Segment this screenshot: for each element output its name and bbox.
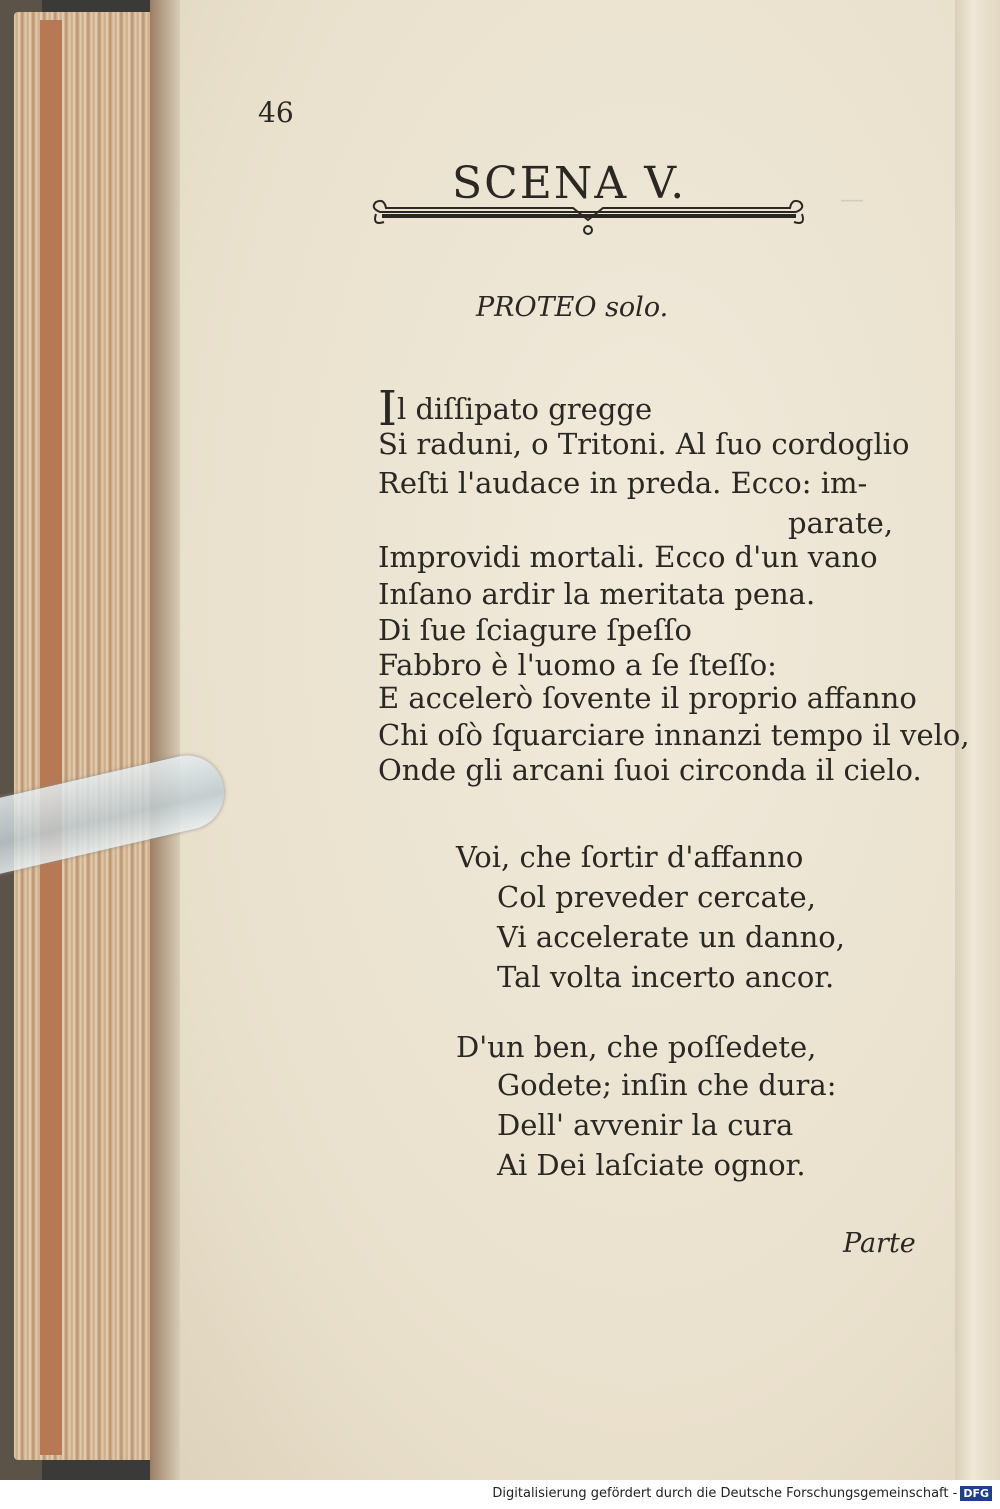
- recitative-line: [788, 506, 893, 540]
- aria-line: Tal volta incerto ancor.: [497, 960, 835, 994]
- recitative-line: [378, 681, 917, 715]
- recitative-line: [378, 466, 867, 500]
- recitative-line: [378, 577, 815, 611]
- book-spine-strip: [40, 20, 62, 1455]
- recitative-line: [378, 718, 970, 752]
- aria-line: Ai Dei laſciate ognor.: [497, 1148, 806, 1182]
- credit-text: Digitalisierung gefördert durch die Deutsche Forschungsgemeinschaft -: [492, 1486, 958, 1501]
- recitative-line-text: Improvidi mortali. Ecco d'un vano: [378, 540, 878, 574]
- aria-line: D'un ben, che poſſedete,: [456, 1030, 817, 1064]
- recitative-line: [378, 427, 910, 461]
- recitative-line-text: Fabbro è l'uomo a ſe ſteſſo:: [378, 648, 777, 682]
- page-stack: [14, 12, 170, 1460]
- aria-line: Col preveder cercate,: [497, 880, 816, 914]
- recitative-line-text: parate,: [788, 506, 894, 540]
- aria-line: Voi, che ſortir d'affanno: [456, 840, 804, 874]
- aria-line: Vi accelerate un danno,: [497, 920, 845, 954]
- recitative-line: [378, 648, 777, 682]
- recitative-line-text: Si raduni, o Tritoni. Al ſuo cordoglio: [378, 427, 910, 461]
- funding-credit: [492, 1486, 992, 1501]
- page-number: 46: [258, 96, 294, 129]
- page-gutter: [150, 0, 180, 1480]
- recitative-line-text: Onde gli arcani ſuoi circonda il cielo.: [378, 753, 922, 787]
- scene-title: SCENA V.: [452, 158, 687, 209]
- recitative-line: [378, 381, 653, 437]
- recitative-line: [378, 753, 922, 787]
- recitative-line: [378, 613, 692, 647]
- drop-cap: I: [378, 381, 397, 437]
- recitative-line-text: Reſti l'audace in preda. Ecco: im-: [378, 466, 868, 500]
- recitative-line: [378, 540, 878, 574]
- bleed-through-mark: —: [840, 185, 864, 213]
- recitative-line-text: Inſano ardir la meritata pena.: [378, 577, 816, 611]
- recitative-line-text: Di ſue ſciagure ſpeſſo: [378, 613, 692, 647]
- recitative-line-text: l diſſipato gregge: [396, 392, 653, 426]
- dfg-logo: DFG: [960, 1486, 992, 1501]
- speaker-heading: PROTEO solo.: [476, 292, 669, 323]
- aria-line: Godete; inſin che dura:: [497, 1068, 837, 1102]
- catchword: Parte: [843, 1228, 916, 1259]
- recitative-line-text: Chi oſò ſquarciare innanzi tempo il velo,: [378, 718, 970, 752]
- ornamental-rule: [368, 194, 808, 242]
- recitative-line-text: E accelerò ſovente il proprio affanno: [378, 681, 917, 715]
- aria-line: Dell' avvenir la cura: [497, 1108, 794, 1142]
